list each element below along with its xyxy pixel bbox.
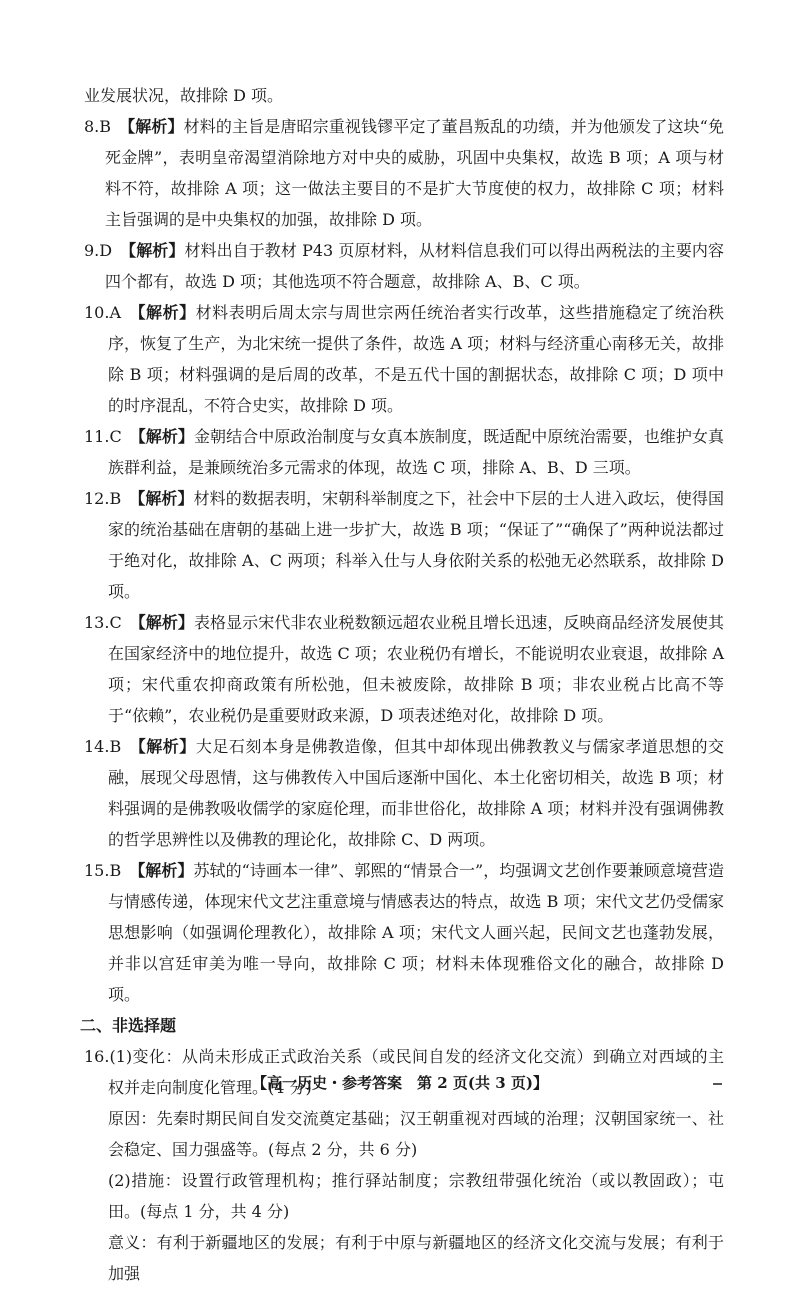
- analysis-tag: 【解析】: [129, 861, 194, 880]
- answer-number: 13.C: [84, 613, 122, 632]
- answer-15: [84, 855, 724, 1010]
- answer-number: 11.C: [84, 427, 122, 446]
- answer-text: 苏轼的“诗画本一律”、郭熙的“情景合一”，均强调文艺创作要兼顾意境营造与情感传递，体现宋代文艺注重意境与情感表达的特点，故选 B 项；宋代文艺仍受儒家思想影响（如强调伦理教化），故排除 A 项；宋代文人画兴起，民间文艺也蓬勃发展，并非以宫廷审美为唯一导向，故排除 C 项；材料未体现雅俗文化的融合，故排除 D 项。: [108, 861, 724, 1004]
- answer-16-significance: 意义：有利于新疆地区的发展；有利于中原与新疆地区的经济文化交流与发展；有利于加强: [108, 1233, 724, 1283]
- page-content: [80, 80, 724, 1289]
- analysis-tag: 【解析】: [129, 737, 196, 756]
- answer-number: 16.: [84, 1047, 110, 1066]
- answer-number: 10.A: [84, 303, 121, 322]
- answer-text: 表格显示宋代非农业税数额远超农业税且增长迅速，反映商品经济发展使其在国家经济中的地位提升，故选 C 项；农业税仍有增长，不能说明农业衰退，故排除 A 项；宋代重农抑商政策有所松弛，但未被废除，故排除 B 项；非农业税占比高不等于“依赖”，农业税仍是重要财政来源，D 项表述绝对化，故排除 D 项。: [108, 613, 724, 725]
- answer-number: 12.B: [84, 489, 122, 508]
- answer-text: 材料出自于教材 P43 页原材料，从材料信息我们可以得出两税法的主要内容四个都有，故选 D 项；其他选项不符合题意，故排除 A、B、C 项。: [105, 241, 724, 291]
- analysis-tag: 【解析】: [119, 117, 184, 136]
- answer-14: [84, 731, 724, 855]
- answer-number: 9.D: [84, 241, 113, 260]
- continued-line: 业发展状况，故排除 D 项。: [84, 86, 284, 105]
- answer-number: 15.B: [84, 861, 122, 880]
- answer-text: 材料的主旨是唐昭宗重视钱镠平定了董昌叛乱的功绩，并为他颁发了这块“免死金牌”，表明皇帝渴望消除地方对中央的威胁，巩固中央集权，故选 B 项；A 项与材料不符，故排除 A 项；这一做法主要目的不是扩大节度使的权力，故排除 C 项；材料主旨强调的是中央集权的加强，故排除 D 项。: [105, 117, 724, 229]
- answer-11: [84, 421, 724, 483]
- analysis-tag: 【解析】: [129, 427, 194, 446]
- answer-number: 8.B: [84, 117, 112, 136]
- answer-text: 大足石刻本身是佛教造像，但其中却体现出佛教教义与儒家孝道思想的交融，展现父母恩情，这与佛教传入中国后逐渐中国化、本土化密切相关，故选 B 项；材料强调的是佛教吸收儒学的家庭伦理，而非世俗化，故排除 A 项；材料并没有强调佛教的哲学思辨性以及佛教的理论化，故排除 C、D 两项。: [108, 737, 724, 849]
- answer-16-part2: (2)措施：设置行政管理机构；推行驿站制度；宗教纽带强化统治（或以教固政）；屯田。(每点 1 分，共 4 分): [108, 1171, 724, 1221]
- corner-mark: [713, 1083, 722, 1085]
- answer-9: [84, 235, 724, 297]
- answer-text: 材料的数据表明，宋朝科举制度之下，社会中下层的士人进入政坛，使得国家的统治基础在唐朝的基础上进一步扩大，故选 B 项；“保证了”“确保了”两种说法都过于绝对化，故排除 A、C 两项；科举入仕与人身依附关系的松弛无必然联系，故排除 D 项。: [108, 489, 724, 601]
- answer-number: 14.B: [84, 737, 122, 756]
- answer-text: (1)变化：从尚未形成正式政治关系（或民间自发的经济文化交流）到确立对西域的主权并走向制度化管理。(4 分): [108, 1047, 724, 1097]
- page-footer: 【高一历史・参考答案 第 2 页(共 3 页)】: [252, 1074, 548, 1092]
- answer-8: [84, 111, 724, 235]
- analysis-tag: 【解析】: [129, 303, 196, 322]
- answer-16-reasons: 原因：先秦时期民间自发交流奠定基础；汉王朝重视对西域的治理；汉朝国家统一、社会稳定、国力强盛等。(每点 2 分，共 6 分): [108, 1109, 724, 1159]
- analysis-tag: 【解析】: [129, 613, 194, 632]
- section-heading-nonchoice: 二、非选择题: [80, 1016, 177, 1035]
- analysis-tag: 【解析】: [120, 241, 185, 260]
- answer-10: [84, 297, 724, 421]
- answer-13: [84, 607, 724, 731]
- answer-text: 材料表明后周太宗与周世宗两任统治者实行改革，这些措施稳定了统治秩序，恢复了生产，为北宋统一提供了条件，故选 A 项；材料与经济重心南移无关，故排除 B 项；材料强调的是后周的改革，不是五代十国的割据状态，故排除 C 项；D 项中的时序混乱，不符合史实，故排除 D 项。: [108, 303, 724, 415]
- analysis-tag: 【解析】: [129, 489, 194, 508]
- answer-12: [84, 483, 724, 607]
- answer-text: 金朝结合中原政治制度与女真本族制度，既适配中原统治需要，也维护女真族群利益，是兼顾统治多元需求的体现，故选 C 项，排除 A、B、D 三项。: [108, 427, 724, 477]
